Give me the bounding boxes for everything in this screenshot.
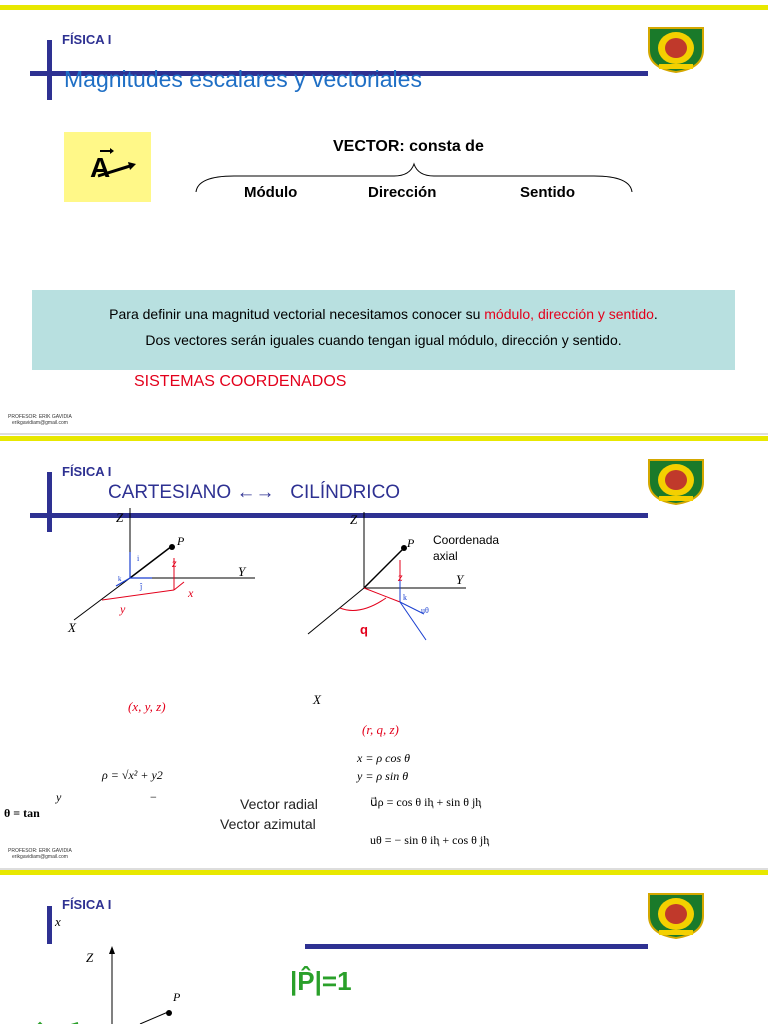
top-yellow-bar — [0, 436, 768, 441]
component-direccion: Dirección — [368, 184, 437, 201]
point-label-p: P — [177, 534, 185, 548]
cylindrical-axes — [300, 506, 480, 646]
theta-equation: θ = tan — [4, 806, 40, 820]
coord-z-label: z — [172, 556, 177, 570]
unit-k-label: k — [403, 593, 407, 602]
axis-label-y: Y — [238, 564, 246, 579]
rho-equation: ρ = √x² + y2 — [102, 768, 163, 782]
axis-label-y: Y — [456, 572, 464, 587]
definition-line-1: Para definir una magnitud vectorial necesitamos conocer su módulo, dirección y sentido. — [109, 306, 658, 322]
axis-label-z: Z — [350, 512, 358, 527]
z-axis-graphic — [100, 946, 190, 1024]
vector-azimutal-label: Vector azimutal — [220, 816, 316, 832]
slide-title: CARTESIANO ←→ CILÍNDRICO — [108, 482, 401, 503]
unit-j-label: ĵ — [140, 582, 143, 591]
equation-x: x = ρ cos θ — [357, 751, 411, 765]
professor-credit: PROFESOR: ERIK GAVIDIA erikgavidiam@gmail.com — [8, 848, 72, 860]
coord-y-label: y — [120, 602, 126, 616]
point-label-p: P — [173, 990, 181, 1004]
point-p-marker — [166, 1010, 172, 1016]
radial-unit-vector-eq: u⃗ρ = cos θ iⱨ + sin θ jⱨ — [370, 795, 482, 809]
point-p-marker — [169, 544, 175, 550]
title-vertical-rule — [47, 906, 52, 944]
axis-label-z: Z — [116, 510, 124, 525]
course-label: FÍSICA I — [62, 897, 112, 912]
coord-x-label: x — [188, 586, 194, 600]
vector-letter: A — [90, 152, 111, 183]
vector-symbol-box — [64, 132, 151, 202]
definition-box — [32, 290, 735, 370]
unit-k-label: i — [137, 554, 140, 563]
title-vertical-rule — [47, 40, 52, 100]
professor-credit: PROFESOR: ERIK GAVIDIA erikgavidiam@gmail.com — [8, 414, 72, 426]
title-vertical-rule — [47, 472, 52, 532]
unit-i-label: k — [118, 575, 122, 583]
school-shield-logo — [645, 24, 707, 74]
axis-label-z: Z — [86, 950, 94, 965]
slide-3 — [0, 870, 768, 1024]
slide-2 — [0, 436, 768, 868]
green-handwriting-fragment — [30, 1016, 130, 1024]
school-shield-logo — [645, 456, 707, 506]
angle-q-label: q — [360, 622, 368, 637]
component-sentido: Sentido — [520, 184, 575, 201]
definition-line-2: Dos vectores serán iguales cuando tengan igual módulo, dirección y sentido. — [145, 332, 622, 348]
axis-label-x: X — [68, 620, 76, 635]
title-horizontal-rule — [305, 944, 648, 949]
cartesian-coords: (x, y, z) — [128, 699, 166, 714]
course-label: FÍSICA I — [62, 464, 112, 479]
course-label: FÍSICA I — [62, 32, 112, 47]
unit-theta-label: uθ — [421, 606, 429, 615]
top-yellow-bar — [0, 870, 768, 875]
section-heading: SISTEMAS COORDENADOS — [134, 373, 347, 390]
slide-title: Magnitudes escalares y vectoriales — [64, 66, 422, 92]
cartesian-axes — [60, 506, 260, 636]
minus-sign: − — [150, 790, 157, 804]
x-label: x — [55, 914, 61, 929]
azimuthal-unit-vector-eq: uθ = − sin θ iⱨ + cos θ jⱨ — [370, 833, 490, 847]
slide-1 — [0, 0, 768, 436]
axial-coordinate-label: Coordenada axial — [433, 533, 500, 563]
highlight-text: módulo, dirección y sentido — [484, 306, 654, 322]
school-shield-logo — [645, 890, 707, 940]
theta-y: y — [56, 790, 62, 804]
vector-radial-label: Vector radial — [240, 796, 318, 812]
unit-vector-magnitude: |P̂|=1 — [290, 966, 352, 996]
coord-z-label: z — [398, 570, 403, 584]
equation-y: y = ρ sin θ — [357, 769, 409, 783]
vector-heading: VECTOR: consta de — [333, 138, 484, 155]
top-yellow-bar — [0, 5, 768, 10]
point-label-p: P — [407, 536, 415, 550]
stray-x-label: X — [313, 692, 321, 707]
component-modulo: Módulo — [244, 184, 298, 201]
cylindrical-coords: (r, q, z) — [362, 722, 399, 737]
slide-separator — [0, 433, 768, 435]
